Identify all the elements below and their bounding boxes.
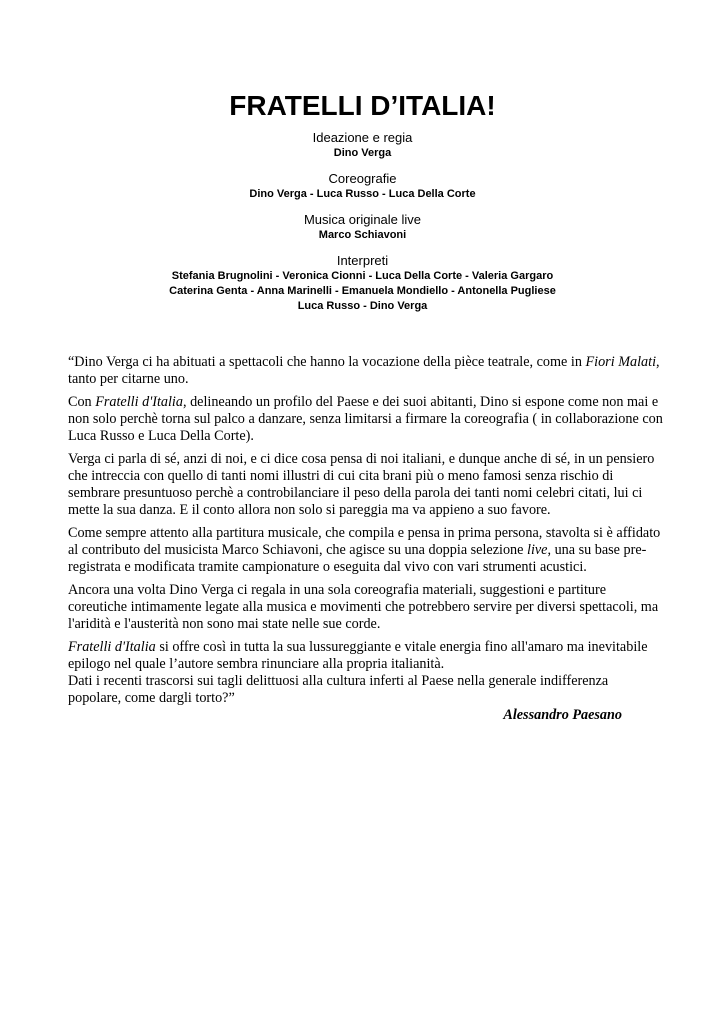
credit-names-performers-line-3: Luca Russo - Dino Verga bbox=[297, 300, 428, 312]
review-paragraph-5: Ancora una volta Dino Verga ci regala in una sola coreografia materiali, suggestioni e partiture coreutiche intimamente legate alla musica e movimenti che potrebbero servire per diversi spettacoli, ma l'aridità e l'austerità non sono mai state nelle sue corde. bbox=[68, 582, 659, 632]
credit-names-music: Marco Schiavoni bbox=[318, 229, 407, 241]
review-paragraph-2: Con Fratelli d'Italia, delineando un profilo del Paese e dei suoi abitanti, Dino si espone come non mai e non solo perchè torna sul palco a danzare, senza limitarsi a firmare la coreografia ( in collaborazione con Luca Russo e Luca Della Corte). bbox=[68, 394, 663, 444]
credit-names-direction: Dino Verga bbox=[333, 147, 392, 159]
credit-role-direction: Ideazione e regia bbox=[312, 130, 413, 145]
review-paragraph-4: Come sempre attento alla partitura musicale, che compila e pensa in prima persona, stavolta si è affidato al contributo del musicista Marco Schiavoni, che agisce su una doppia selezione live, una su base pre-registrata e modificata tramite campionature o eseguita dal vivo con vari strumenti acustici. bbox=[68, 525, 661, 575]
credit-names-performers-line-1: Stefania Brugnolini - Veronica Cionni - Luca Della Corte - Valeria Gargaro bbox=[171, 270, 554, 282]
credit-names-performers-line-2: Caterina Genta - Anna Marinelli - Emanuela Mondiello - Antonella Pugliese bbox=[169, 285, 556, 297]
credit-role-performers: Interpreti bbox=[336, 253, 389, 268]
credit-names-choreography: Dino Verga - Luca Russo - Luca Della Corte bbox=[249, 188, 476, 200]
credit-role-music: Musica originale live bbox=[303, 212, 422, 227]
review-body bbox=[68, 354, 664, 730]
credit-role-choreography: Coreografie bbox=[328, 171, 397, 186]
review-paragraph-1: “Dino Verga ci ha abituati a spettacoli che hanno la vocazione della pièce teatrale, come in Fiori Malati, tanto per citarne uno. bbox=[68, 354, 660, 387]
page-title: FRATELLI D’ITALIA! bbox=[229, 90, 496, 121]
review-paragraph-6: Fratelli d'Italia si offre così in tutta la sua lussureggiante e vitale energia fino all'amaro ma inevitabile epilogo nel quale l’autore sembra rinunciare alla propria italianità. Dati i recenti trascorsi sui tagli delittuosi alla cultura inferti al Paese nella generale indifferenza popolare, come dargli torto?” bbox=[68, 639, 648, 706]
review-author: Alessandro Paesano bbox=[503, 707, 622, 723]
credits-header bbox=[0, 88, 725, 314]
review-paragraph-3: Verga ci parla di sé, anzi di noi, e ci dice cosa pensa di noi italiani, e dunque anche di sé, in un pensiero che intreccia con quello di tanti nomi illustri di cui cita brani più o meno famosi senza rischio di sembrare presuntuoso perchè a controbilanciare il peso della parola dei tanti nomi celebri citati, lui ci mette la sua danza. E il conto allora non solo si pareggia ma va appieno a suo favore. bbox=[68, 451, 655, 518]
